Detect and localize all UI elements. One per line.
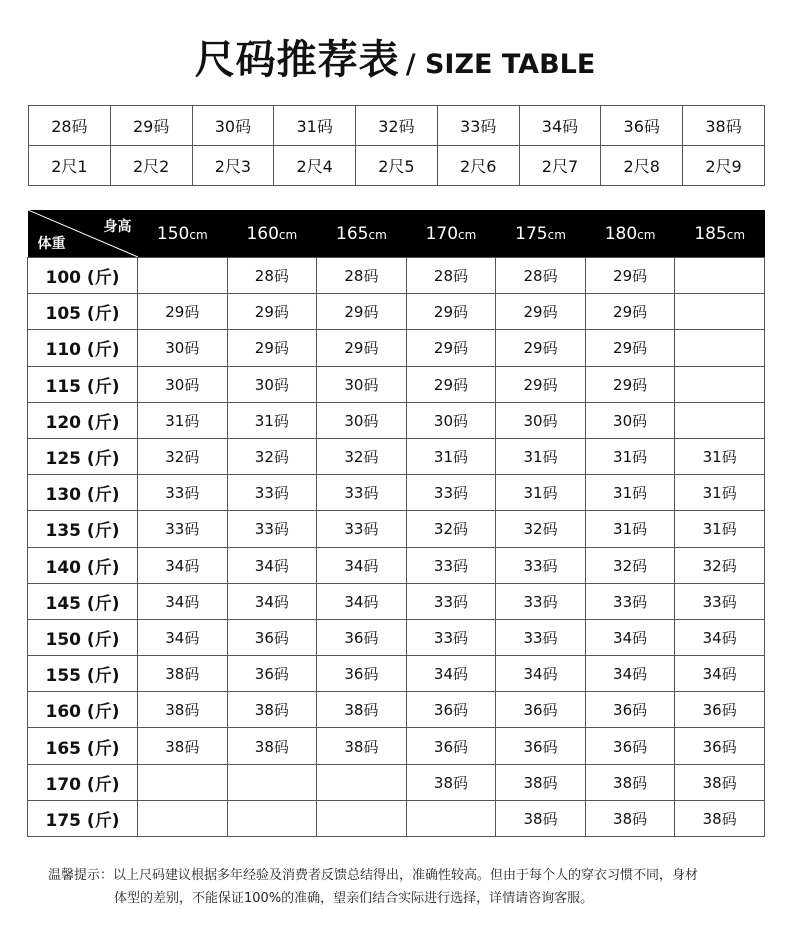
weight-cell: 130 (斤)	[28, 475, 138, 511]
weight-cell: 135 (斤)	[28, 511, 138, 547]
height-value: 150	[156, 223, 190, 244]
size-cell: 31码	[585, 511, 675, 547]
size-cell: 29码	[496, 366, 586, 402]
table-row	[28, 619, 765, 655]
table-row	[28, 764, 765, 800]
conversion-length-cell: 2尺9	[683, 146, 765, 186]
size-cell: 31码	[585, 438, 675, 474]
table-row	[28, 692, 765, 728]
height-header	[496, 210, 586, 258]
size-cell: 36码	[675, 728, 765, 764]
size-cell: 38码	[585, 800, 675, 836]
table-row	[28, 330, 765, 366]
size-cell	[317, 800, 407, 836]
size-cell: 38码	[138, 692, 228, 728]
size-cell	[317, 764, 407, 800]
conversion-length-cell: 2尺2	[110, 146, 192, 186]
size-cell: 30码	[317, 402, 407, 438]
size-cell: 32码	[585, 547, 675, 583]
conversion-size-cell: 33码	[437, 106, 519, 146]
weight-cell: 155 (斤)	[28, 656, 138, 692]
tip-note	[48, 864, 768, 910]
size-cell: 38码	[227, 692, 317, 728]
tip-line-1: 温馨提示：以上尺码建议根据多年经验及消费者反馈总结得出，准确性较高。但由于每个人的穿衣习惯不同，身材	[48, 868, 699, 883]
size-cell: 33码	[496, 547, 586, 583]
table-row	[28, 583, 765, 619]
size-cell: 28码	[227, 258, 317, 294]
size-cell: 34码	[317, 583, 407, 619]
size-cell: 31码	[675, 511, 765, 547]
size-cell: 29码	[138, 294, 228, 330]
size-cell: 30码	[406, 402, 496, 438]
size-cell: 36码	[227, 619, 317, 655]
size-cell: 28码	[496, 258, 586, 294]
size-cell	[406, 800, 496, 836]
size-cell	[675, 402, 765, 438]
weight-cell: 150 (斤)	[28, 619, 138, 655]
size-cell	[227, 800, 317, 836]
size-cell: 29码	[406, 330, 496, 366]
conversion-size-cell: 34码	[519, 106, 601, 146]
table-row	[28, 656, 765, 692]
size-cell: 33码	[317, 475, 407, 511]
size-cell: 31码	[138, 402, 228, 438]
page-title	[0, 28, 790, 85]
size-cell: 34码	[138, 583, 228, 619]
size-cell: 33码	[138, 475, 228, 511]
height-value: 160	[246, 223, 279, 244]
size-cell: 30码	[317, 366, 407, 402]
table-row	[28, 294, 765, 330]
size-cell: 34码	[675, 656, 765, 692]
size-cell: 33码	[317, 511, 407, 547]
table-row	[28, 800, 765, 836]
tip-line-2: 体型的差别，不能保证100%的准确，望亲们结合实际进行选择，详情请咨询客服。	[114, 891, 594, 906]
title-en: / SIZE TABLE	[405, 49, 596, 80]
size-cell: 34码	[585, 619, 675, 655]
size-cell	[138, 764, 228, 800]
height-header	[585, 210, 675, 258]
conversion-length-cell: 2尺1	[29, 146, 111, 186]
table-row	[28, 511, 765, 547]
size-cell: 34码	[317, 547, 407, 583]
size-cell: 32码	[138, 438, 228, 474]
size-cell: 31码	[496, 475, 586, 511]
size-cell: 34码	[227, 583, 317, 619]
size-cell: 38码	[496, 764, 586, 800]
size-cell: 38码	[406, 764, 496, 800]
weight-cell: 175 (斤)	[28, 800, 138, 836]
size-cell: 38码	[317, 728, 407, 764]
size-cell: 34码	[585, 656, 675, 692]
size-cell: 31码	[675, 438, 765, 474]
weight-cell: 110 (斤)	[28, 330, 138, 366]
conversion-size-cell: 38码	[683, 106, 765, 146]
size-cell: 33码	[406, 619, 496, 655]
weight-cell: 100 (斤)	[28, 258, 138, 294]
weight-cell: 120 (斤)	[28, 402, 138, 438]
weight-axis-label: 体重	[37, 236, 66, 252]
height-unit: cm	[547, 227, 566, 242]
size-cell: 34码	[406, 656, 496, 692]
size-cell: 33码	[675, 583, 765, 619]
size-cell: 29码	[585, 294, 675, 330]
weight-cell: 125 (斤)	[28, 438, 138, 474]
height-value: 185	[694, 223, 727, 244]
weight-cell: 115 (斤)	[28, 366, 138, 402]
conversion-size-cell: 28码	[29, 106, 111, 146]
height-value: 165	[336, 223, 369, 244]
size-cell: 36码	[406, 728, 496, 764]
size-cell: 36码	[585, 692, 675, 728]
title-cn: 尺码推荐表	[194, 37, 400, 83]
size-cell: 36码	[406, 692, 496, 728]
size-cell: 30码	[138, 330, 228, 366]
weight-cell: 170 (斤)	[28, 764, 138, 800]
size-cell: 29码	[406, 294, 496, 330]
size-cell: 29码	[227, 330, 317, 366]
size-cell: 36码	[675, 692, 765, 728]
size-cell: 30码	[227, 366, 317, 402]
size-cell: 36码	[317, 619, 407, 655]
size-cell: 34码	[138, 619, 228, 655]
size-cell	[138, 258, 228, 294]
size-cell: 31码	[585, 475, 675, 511]
weight-cell: 165 (斤)	[28, 728, 138, 764]
size-cell	[675, 366, 765, 402]
conversion-size-cell: 36码	[601, 106, 683, 146]
size-cell: 29码	[317, 330, 407, 366]
weight-cell: 160 (斤)	[28, 692, 138, 728]
height-unit: cm	[726, 227, 746, 242]
table-row	[28, 258, 765, 294]
size-cell: 38码	[227, 728, 317, 764]
height-header	[227, 210, 317, 258]
conversion-size-cell: 30码	[192, 106, 274, 146]
height-header	[675, 210, 765, 258]
size-cell	[675, 330, 765, 366]
size-cell: 28码	[317, 258, 407, 294]
table-row	[28, 402, 765, 438]
conversion-length-cell: 2尺6	[437, 146, 519, 186]
table-row	[28, 438, 765, 474]
height-header	[138, 210, 228, 258]
size-cell: 32码	[406, 511, 496, 547]
size-cell: 29码	[585, 366, 675, 402]
size-cell: 38码	[496, 800, 586, 836]
height-header	[317, 210, 407, 258]
size-cell: 28码	[406, 258, 496, 294]
height-unit: cm	[458, 227, 477, 242]
size-cell: 30码	[138, 366, 228, 402]
size-cell: 36码	[227, 656, 317, 692]
size-cell: 38码	[138, 728, 228, 764]
conversion-length-cell: 2尺5	[356, 146, 438, 186]
weight-cell: 145 (斤)	[28, 583, 138, 619]
height-unit: cm	[368, 227, 387, 242]
conversion-length-cell: 2尺8	[601, 146, 683, 186]
size-cell: 34码	[138, 547, 228, 583]
size-cell: 38码	[585, 764, 675, 800]
conversion-lengths-row	[29, 146, 765, 186]
table-row	[28, 475, 765, 511]
size-cell: 36码	[317, 656, 407, 692]
size-cell: 36码	[585, 728, 675, 764]
size-cell	[675, 258, 765, 294]
size-cell: 33码	[138, 511, 228, 547]
size-cell: 38码	[138, 656, 228, 692]
size-cell: 38码	[675, 800, 765, 836]
size-cell: 31码	[406, 438, 496, 474]
size-cell: 36码	[496, 692, 586, 728]
size-cell	[138, 800, 228, 836]
size-cell: 33码	[496, 583, 586, 619]
table-row	[28, 728, 765, 764]
height-unit: cm	[278, 227, 298, 242]
size-cell	[675, 294, 765, 330]
size-cell: 29码	[496, 330, 586, 366]
weight-cell: 140 (斤)	[28, 547, 138, 583]
size-cell: 32码	[496, 511, 586, 547]
height-unit: cm	[189, 227, 208, 242]
size-cell: 33码	[227, 511, 317, 547]
size-cell: 38码	[675, 764, 765, 800]
height-value: 180	[604, 223, 638, 244]
size-cell: 29码	[406, 366, 496, 402]
size-cell: 31码	[227, 402, 317, 438]
height-axis-label: 身高	[103, 219, 132, 235]
size-cell: 33码	[406, 583, 496, 619]
height-value: 170	[425, 223, 459, 244]
weight-cell: 105 (斤)	[28, 294, 138, 330]
size-cell: 33码	[496, 619, 586, 655]
conversion-length-cell: 2尺7	[519, 146, 601, 186]
size-cell: 33码	[585, 583, 675, 619]
conversion-sizes-row	[29, 106, 765, 146]
size-cell: 31码	[496, 438, 586, 474]
size-cell: 33码	[227, 475, 317, 511]
size-cell: 32码	[317, 438, 407, 474]
height-unit: cm	[637, 227, 656, 242]
size-cell: 30码	[585, 402, 675, 438]
conversion-size-cell: 32码	[356, 106, 438, 146]
height-header-row	[28, 210, 765, 258]
size-conversion-table	[28, 105, 765, 186]
size-cell: 33码	[406, 547, 496, 583]
size-cell: 38码	[317, 692, 407, 728]
height-header	[406, 210, 496, 258]
size-cell: 29码	[496, 294, 586, 330]
height-value: 175	[515, 223, 548, 244]
size-cell: 32码	[227, 438, 317, 474]
conversion-size-cell: 31码	[274, 106, 356, 146]
size-cell: 34码	[227, 547, 317, 583]
size-cell: 29码	[585, 258, 675, 294]
size-table-body	[28, 258, 765, 837]
size-cell: 34码	[496, 656, 586, 692]
size-recommendation-table	[27, 210, 765, 837]
table-row	[28, 366, 765, 402]
size-cell: 29码	[227, 294, 317, 330]
size-cell: 31码	[675, 475, 765, 511]
size-cell: 30码	[496, 402, 586, 438]
size-cell: 32码	[675, 547, 765, 583]
conversion-size-cell: 29码	[110, 106, 192, 146]
size-cell: 29码	[317, 294, 407, 330]
size-cell	[227, 764, 317, 800]
size-cell: 34码	[675, 619, 765, 655]
size-cell: 36码	[496, 728, 586, 764]
conversion-length-cell: 2尺4	[274, 146, 356, 186]
size-cell: 29码	[585, 330, 675, 366]
size-cell: 33码	[406, 475, 496, 511]
table-row	[28, 547, 765, 583]
corner-header	[28, 210, 138, 258]
conversion-length-cell: 2尺3	[192, 146, 274, 186]
